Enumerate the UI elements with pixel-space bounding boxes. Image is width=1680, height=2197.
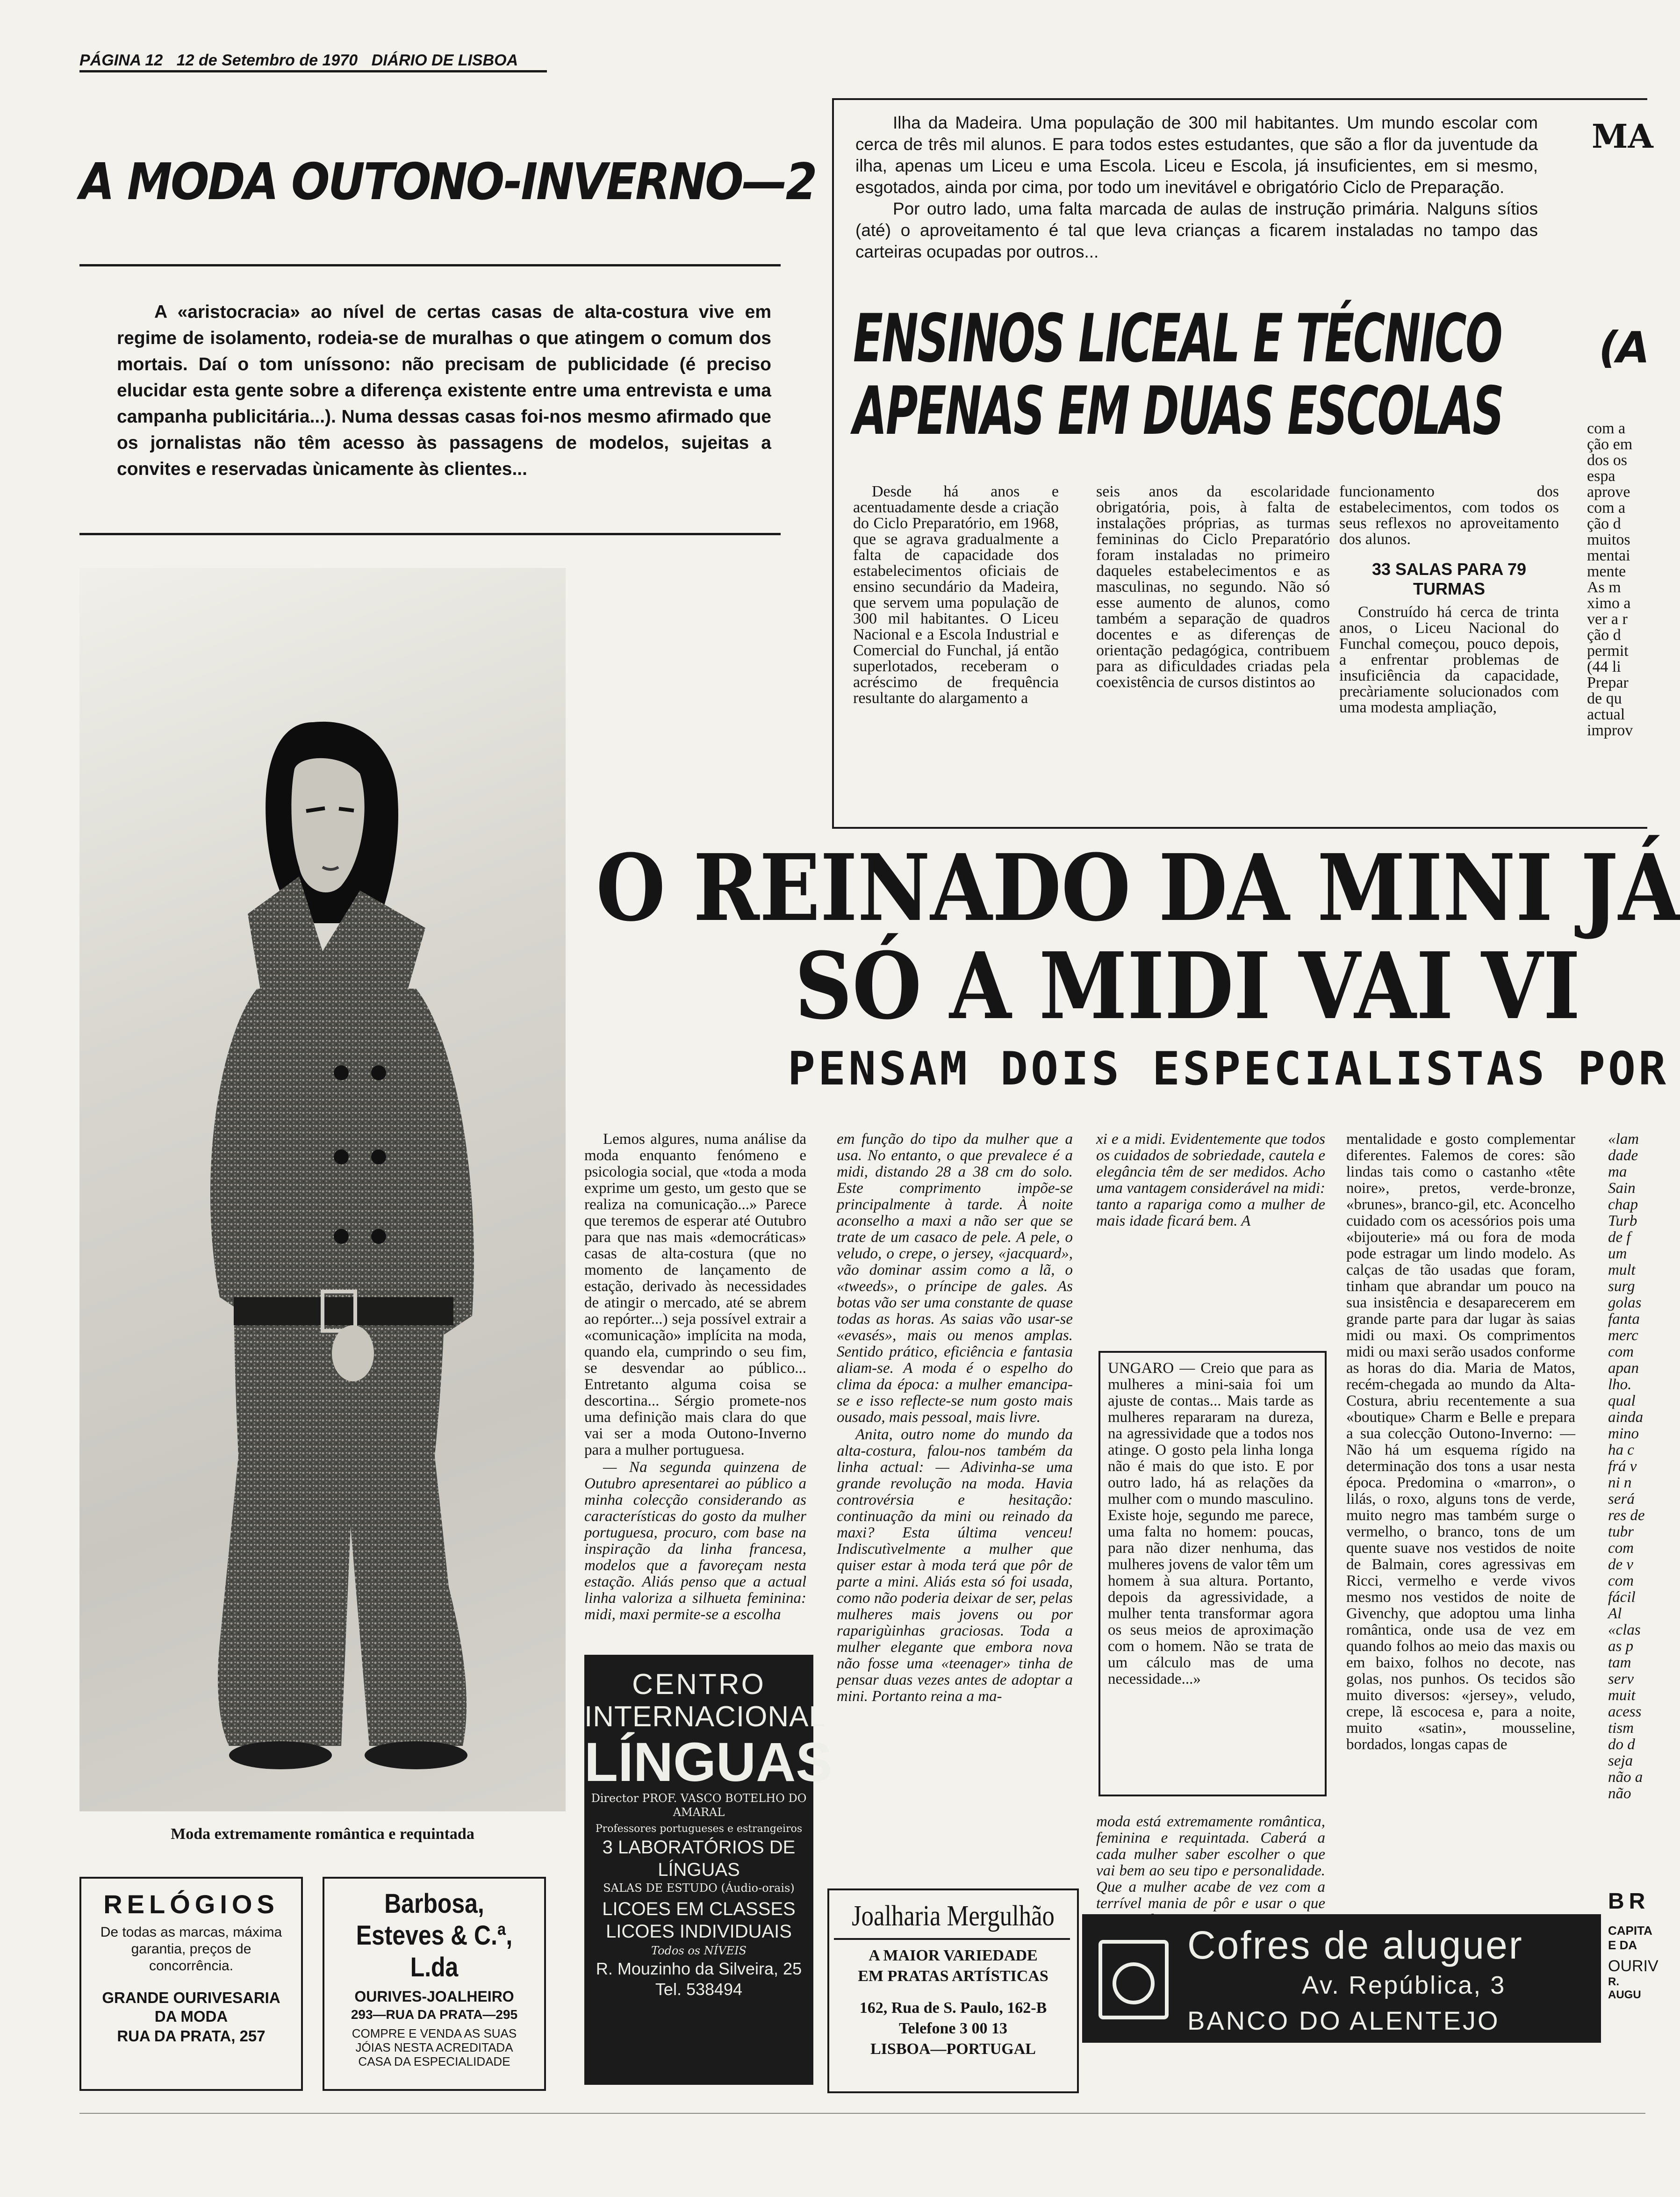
madeira-col-3 <box>1339 484 1559 717</box>
madeira-subhead: 33 SALAS PARA 79 TURMAS <box>1371 560 1527 598</box>
ad-joalharia-address: 162, Rua de S. Paulo, 162-B <box>859 1999 1047 2017</box>
mini-headline-1: O REINADO DA MINI JÁ <box>596 834 1680 942</box>
ad-linguas-line3: LÍNGUAS <box>584 1731 833 1793</box>
ad-joalharia-line2: EM PRATAS ARTÍSTICAS <box>858 1967 1048 1985</box>
page-number: PÁGINA 12 <box>79 51 163 69</box>
ad-linguas-licoes2: LICOES INDIVIDUAIS <box>606 1921 792 1942</box>
ad-cut-l3: OURIV <box>1608 1957 1658 1975</box>
mini-col-3-top-text: xi e a midi. Evidentemente que todos os cuidados de sobriedade, cautela e elegância têm de ser medidos. Acho uma vantagem considerável na midi: tanto a rapariga como a mulher de mais idade ficará bem. A <box>1096 1131 1325 1229</box>
ad-barbosa-address: 293—RUA DA PRATA—295 <box>351 2007 518 2022</box>
mini-subhead: PENSAM DOIS ESPECIALISTAS POR <box>788 1042 1669 1096</box>
madeira-col-2 <box>1096 484 1330 691</box>
page-bottom-rule <box>79 2113 1645 2114</box>
ad-cut-right <box>1608 1888 1658 2029</box>
madeira-headline-2: APENAS EM DUAS ESCOLAS <box>853 373 1503 450</box>
ad-linguas-licoes1: LICOES EM CLASSES <box>602 1899 796 1919</box>
mini-col-4-text: mentalidade e gosto complementar diferentes. Falemos de cores: são lindas tais como o castanho «tête noire», pretos, verde-bronze, «brunes», branco-gil, etc. Aconcelho cuidado com os acessórios pois uma «bijouterie» má ou fora de moda pode estragar um lindo modelo. As calças de tão usadas que foram, tinham que abrandar um pouco na sua insistência e desaparecerem em grande parte para dar lugar às saias midi ou maxi. Os comprimentos midi ou maxi serão usados conforme as horas do dia. Maria de Matos, recém-chegada ao mundo da Alta-Costura, abriu recentemente a sua «boutique» Charm e Belle e prepara a sua colecção Outono-Inverno: — Não há um esquema rígido na determinação dos tons a usar nesta época. Predomina o «marron», o lilás, o roxo, alguns tons de verde, muito negro mas também surge o vermelho, o branco, tons de um quente suave nos vestidos de noite de Balmain, cores agressivas em Ricci, vermelho e verde vivos mesmo nos vestidos de noite de Givenchy, que adoptou uma linha romântica, onde usa de vez em quando folhos ao meio das maxis ou em baixo, folhos no decote, nas golas, nos punhos. Os tecidos são muito diversos: «jersey», veludo, crepe, lã escocesa e, para a noite, muito «satin», mousseline, bordados, longas capas de <box>1346 1131 1575 1753</box>
madeira-cut-column: com a ção em dos os espa aprove com a ção d muitos mentai mente As m ximo a ver a r ção d permit (44 li Prepar de qu actual improv <box>1587 420 1633 739</box>
mini-col-4 <box>1346 1131 1575 1754</box>
ad-linguas-labs: 3 LABORATÓRIOS DE LÍNGUAS <box>602 1837 796 1880</box>
madeira-lead-p1: Ilha da Madeira. Uma população de 300 mil habitantes. Um mundo escolar com cerca de três mil alunos. E para todos estes estudantes, que são a flor da juventude da ilha, apenas um Liceu e uma Escola. Liceu e Escola, já insuficientes, em si mesmo, esgotados, ainda por cima, por todo um inevitável e obrigatório Ciclo de Preparação. <box>855 113 1538 197</box>
ad-linguas-phone: Tel. 538494 <box>655 1980 743 1999</box>
ad-cut-l1: CAPITA <box>1608 1924 1652 1938</box>
madeira-col-3-bottom: Construído há cerca de trinta anos, o Liceu Nacional do Funchal começou, pouco depois, a enfrentar problemas de insuficiência da capacidade, precàriamente solucionados com uma modesta ampliação, <box>1339 603 1559 716</box>
madeira-lead <box>855 112 1538 263</box>
fashion-intro-rule <box>79 533 781 535</box>
page-date: 12 de Setembro de 1970 <box>176 51 358 69</box>
mini-col-2-text-b: Anita, outro nome do mundo da alta-costura, falou-nos também da linha actual: — Adivinha-se uma grande revolução na moda. Havia controvérsia e hesitação: continuação da mini ou reinado da maxi? Esta última venceu! Indiscutìvelmente a mulher que quiser estar à moda terá que pôr de parte a mini. Aliás esta só foi usada, como não poderia deixar de ser, pelas mulheres mais jovens ou por raparigùinhas graciosas. Toda a mulher elegante que embora nova não fosse uma «teenager» tinha de pensar duas vezes antes de adoptar a mini. Portanto reina a ma- <box>837 1426 1073 1705</box>
mini-col-1-quote: — Na segunda quinzena de Outubro apresentarei ao público a minha colecção considerando as características do gosto da mulher portuguesa, procuro, com base na inspiração da linha francesa, modelos que a favoreçam nesta estação. Aliás penso que a actual linha valoriza a silhueta feminina: midi, maxi permite-se a escolha <box>584 1459 806 1623</box>
ad-joalharia-city: LISBOA—PORTUGAL <box>870 2040 1036 2058</box>
fashion-headline-rule <box>79 264 781 266</box>
ad-cofres-title: Cofres de aluguer <box>1187 1923 1523 1967</box>
ad-cofres-address: Av. República, 3 <box>1302 1971 1506 1999</box>
fashion-photo <box>79 568 566 1811</box>
madeira-lead-p2: Por outro lado, uma falta marcada de aulas de instrução primária. Nalguns sítios (até) o aproveitamento é tal que leva crianças a ficarem instaladas no tampo das carteiras ocupadas por outros... <box>855 199 1538 261</box>
paper-name: DIÁRIO DE LISBOA <box>371 51 518 69</box>
ad-joalharia-name: Joalharia Mergulhão <box>852 1900 1055 1932</box>
ad-relogios-address: RUA DA PRATA, 257 <box>117 2027 266 2045</box>
model-figure-illustration <box>79 568 566 1811</box>
ungaro-text: UNGARO — Creio que para as mulheres a mini-saia foi um ajuste de contas... Mais tarde as mulheres repararam na dureza, na agressividade que a todos nos atinge. O gosto pela linha longa não é mais do que isto. E por outro lado, há as relações da mulher com o mundo masculino. Existe hoje, segundo me parece, uma falta no homem: poucas, para não dizer nenhuma, das mulheres jovens de valor têm um homem à sua altura. Portanto, depois da agressividade, a mulher tenta transformar agora os seus meios de aproximação com o homem. Não se trata de um cálculo mas de uma necessidade...» <box>1108 1360 1314 1687</box>
ad-linguas-rooms: SALAS DE ESTUDO (Áudio-orais) <box>603 1881 795 1895</box>
ad-relogios-title: RELÓGIOS <box>103 1889 279 1919</box>
ad-linguas-director: Director PROF. VASCO BOTELHO DO AMARAL <box>591 1792 807 1819</box>
mini-col-1-text: Lemos algures, numa análise da moda enquanto fenómeno e psicologia social, que «toda a moda exprime um gesto, um gesto que se realiza na comunicação...» Parece que teremos de esperar até Outubro para que nas mais «democráticas» casas de alta-costura (que no momento de lançamento de estação, derivado às necessidades de atingir o mercado, até se abrem ao repórter...) seja possível extrair a «comunicação» implícita na moda, quando ela, cumprindo o seu fim, se desvendar ao público... Entretanto alguma coisa se descortina... Sérgio promete-nos uma definição mais clara do que vai ser a moda Outono-Inverno para a mulher portuguesa. <box>584 1131 806 1458</box>
ad-relogios <box>79 1877 303 2091</box>
ad-cut-l4: R. AUGU <box>1608 1975 1641 2001</box>
ad-linguas-teachers: Professores portugueses e estrangeiros <box>595 1823 803 1835</box>
ad-linguas-address: R. Mouzinho da Silveira, 25 <box>596 1959 802 1978</box>
mini-col-5-cut: «lam dade ma Sain chap Turb de f um mult surg golas fanta merc com apan lho. qual ainda mino ha c frá v ni n será res de tubr com de v com fácil Al «clas as p tam serv muit acess tism do d seja não a não <box>1608 1131 1645 1802</box>
madeira-headline-paren: (A <box>1599 323 1648 373</box>
ad-relogios-body: De todas as marcas, máxima garantia, preços de concorrência. <box>100 1924 282 1974</box>
madeira-col-2-text: seis anos da escolaridade obrigatória, pois, à falta de instalações próprias, as turmas femininas do Ciclo Preparatório foram instaladas no primeiro daqueles estabelecimentos e as masculinas, no segundo. Não só esse aumento de alunos, como também a separação de quadros docentes e as diferenças de orientação pedagógica, contribuem para as dificuldades criadas pela coexistência de cursos distintos ao <box>1096 483 1330 691</box>
mini-col-1 <box>584 1131 806 1624</box>
ad-relogios-name: GRANDE OURIVESARIA DA MODA <box>102 1989 280 2025</box>
ad-linguas-line2: INTERNACIONAL <box>584 1701 826 1733</box>
ad-joalharia-line1: A MAIOR VARIEDADE <box>869 1947 1038 1964</box>
photo-caption: Moda extremamente romântica e requintada <box>171 1825 474 1843</box>
mini-col-3-top <box>1096 1131 1325 1230</box>
mini-col-2 <box>837 1131 1073 1706</box>
ad-linguas-line1: CENTRO <box>632 1668 766 1701</box>
madeira-cut-heading: MA <box>1592 117 1653 156</box>
madeira-headline-1: ENSINOS LICEAL E TÉCNICO <box>853 300 1502 377</box>
bank-logo-icon <box>1098 1940 1169 2019</box>
ad-barbosa-body: COMPRE E VENDA AS SUAS JÓIAS NESTA ACREDITADA CASA DA ESPECIALIDADE <box>352 2026 517 2068</box>
ad-linguas <box>584 1655 833 2085</box>
mini-col-3-bottom-text: moda está extremamente romântica, feminina e requintada. Caberá a cada mulher saber escolher o que vai bem ao seu tipo e personalidade. Que a mulher acabe de vez com a terrível mania de pôr e usar o que <box>1096 1813 1325 1912</box>
madeira-col-3-top: funcionamento dos estabelecimentos, com todos os seus reflexos no aproveitamento dos alunos. <box>1339 483 1559 548</box>
ad-cofres <box>1082 1914 1601 2043</box>
ad-joalharia-rule <box>834 1938 1070 1940</box>
ad-cofres-bank: BANCO DO ALENTEJO <box>1187 2006 1500 2035</box>
masthead-rule <box>79 70 547 72</box>
ad-joalharia <box>827 1888 1079 2093</box>
ad-cut-l2: E DA <box>1608 1938 1637 1952</box>
fashion-intro: A «aristocracia» ao nível de certas casas de alta-costura vive em regime de isolamento, rodeia-se de muralhas o que atingem o comum dos mortais. Daí o tom uníssono: não precisam de publicidade (é preciso elucidar esta gente sobre a diferença existente entre uma entrevista e uma campanha publicitária...). Numa dessas casas foi-nos mesmo afirmado que os jornalistas não têm acesso às passagens de modelos, sujeitas a convites e reservadas ùnicamente às clientes... <box>117 302 771 479</box>
madeira-col-1-text: Desde há anos e acentuadamente desde a criação do Ciclo Preparatório, em 1968, que se agrava gradualmente a falta de capacidade dos estabelecimentos oficiais de ensino secundário da Madeira, que servem uma população de 300 mil habitantes. O Liceu Nacional e a Escola Industrial e Comercial do Funchal, já então superlotados, receberam o acréscimo de frequência resultante do alargamento a <box>853 483 1059 707</box>
ad-barbosa <box>323 1877 546 2091</box>
ad-cut-title: BR <box>1608 1889 1650 1914</box>
ad-barbosa-title: Barbosa, Esteves & C.ª, L.da <box>356 1888 513 1982</box>
ad-barbosa-sub: OURIVES-JOALHEIRO <box>354 1988 514 2005</box>
mini-col-2-text: em função do tipo da mulher que a usa. No entanto, o que prevalece é a midi, distando 28 a 38 cm do solo. Este comprimento impõe-se principalmente à tarde. À noite aconselho a maxi a não ser que se trate de um casaco de pele. A pele, o veludo, o crepe, o jersey, «jacquard», vão dominar assim como a lã, o «tweeds», o príncipe de gales. As botas vão ser uma constante de quase todas as horas. As saias vão usar-se «evasés», mais ou menos amplas. Sentido prático, eficiência e fantasia aliam-se. A moda é o espelho do clima da época: a mulher emancipa-se e isso reflecte-se num gosto mais ousado, mais pessoal, mais livre. <box>837 1131 1073 1426</box>
ad-linguas-niveis: Todos os NÍVEIS <box>651 1944 747 1957</box>
mini-headline-2: SÓ A MIDI VAI VI <box>795 933 1580 1040</box>
fashion-headline: A MODA OUTONO-INVERNO—2 <box>79 153 816 211</box>
ad-joalharia-phone: Telefone 3 00 13 <box>898 2020 1007 2037</box>
madeira-col-1 <box>853 484 1059 707</box>
